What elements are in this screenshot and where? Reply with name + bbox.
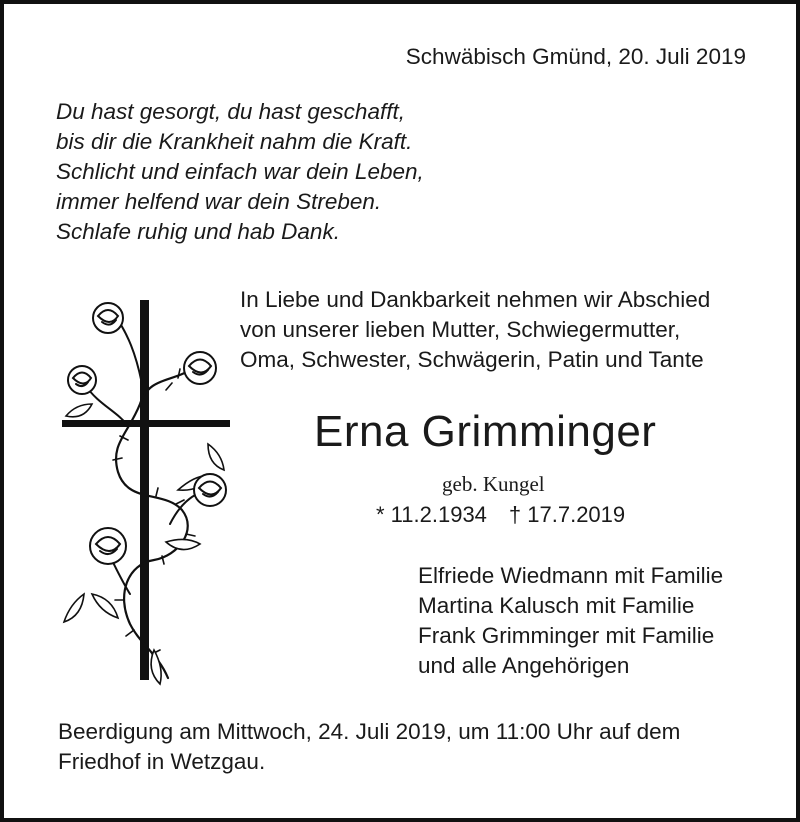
mourners-list (418, 561, 723, 681)
funeral-info (58, 717, 680, 777)
poem-line: Du hast gesorgt, du hast geschafft, (56, 99, 405, 124)
poem-line: immer helfend war dein Streben. (56, 189, 382, 214)
poem-line: bis dir die Krankheit nahm die Kraft. (56, 129, 413, 154)
intro-text (240, 285, 710, 375)
intro-line: In Liebe und Dankbarkeit nehmen wir Abschied (240, 287, 711, 312)
poem-line: Schlicht und einfach war dein Leben, (56, 159, 424, 184)
birth-name: geb. Kungel (442, 472, 545, 496)
cross-with-roses-icon (58, 294, 234, 690)
mourner-line: und alle Angehörigen (418, 653, 630, 678)
death-date: † 17.7.2019 (508, 502, 626, 527)
born-date: * 11.2.1934 (376, 502, 487, 527)
mourner-line: Frank Grimminger mit Familie (418, 623, 715, 648)
funeral-line: Friedhof in Wetzgau. (58, 749, 266, 774)
deceased-name: Erna Grimminger (314, 407, 657, 456)
funeral-line: Beerdigung am Mittwoch, 24. Juli 2019, um 11:00 Uhr auf dem (58, 719, 681, 744)
intro-line: Oma, Schwester, Schwägerin, Patin und Tante (240, 347, 704, 372)
intro-line: von unserer lieben Mutter, Schwiegermutter, (240, 317, 681, 342)
poem-line: Schlafe ruhig und hab Dank. (56, 219, 340, 244)
mourner-line: Elfriede Wiedmann mit Familie (418, 563, 724, 588)
life-dates (376, 500, 625, 530)
poem (56, 97, 424, 247)
mourner-line: Martina Kalusch mit Familie (418, 593, 695, 618)
place-date: Schwäbisch Gmünd, 20. Juli 2019 (405, 44, 746, 69)
